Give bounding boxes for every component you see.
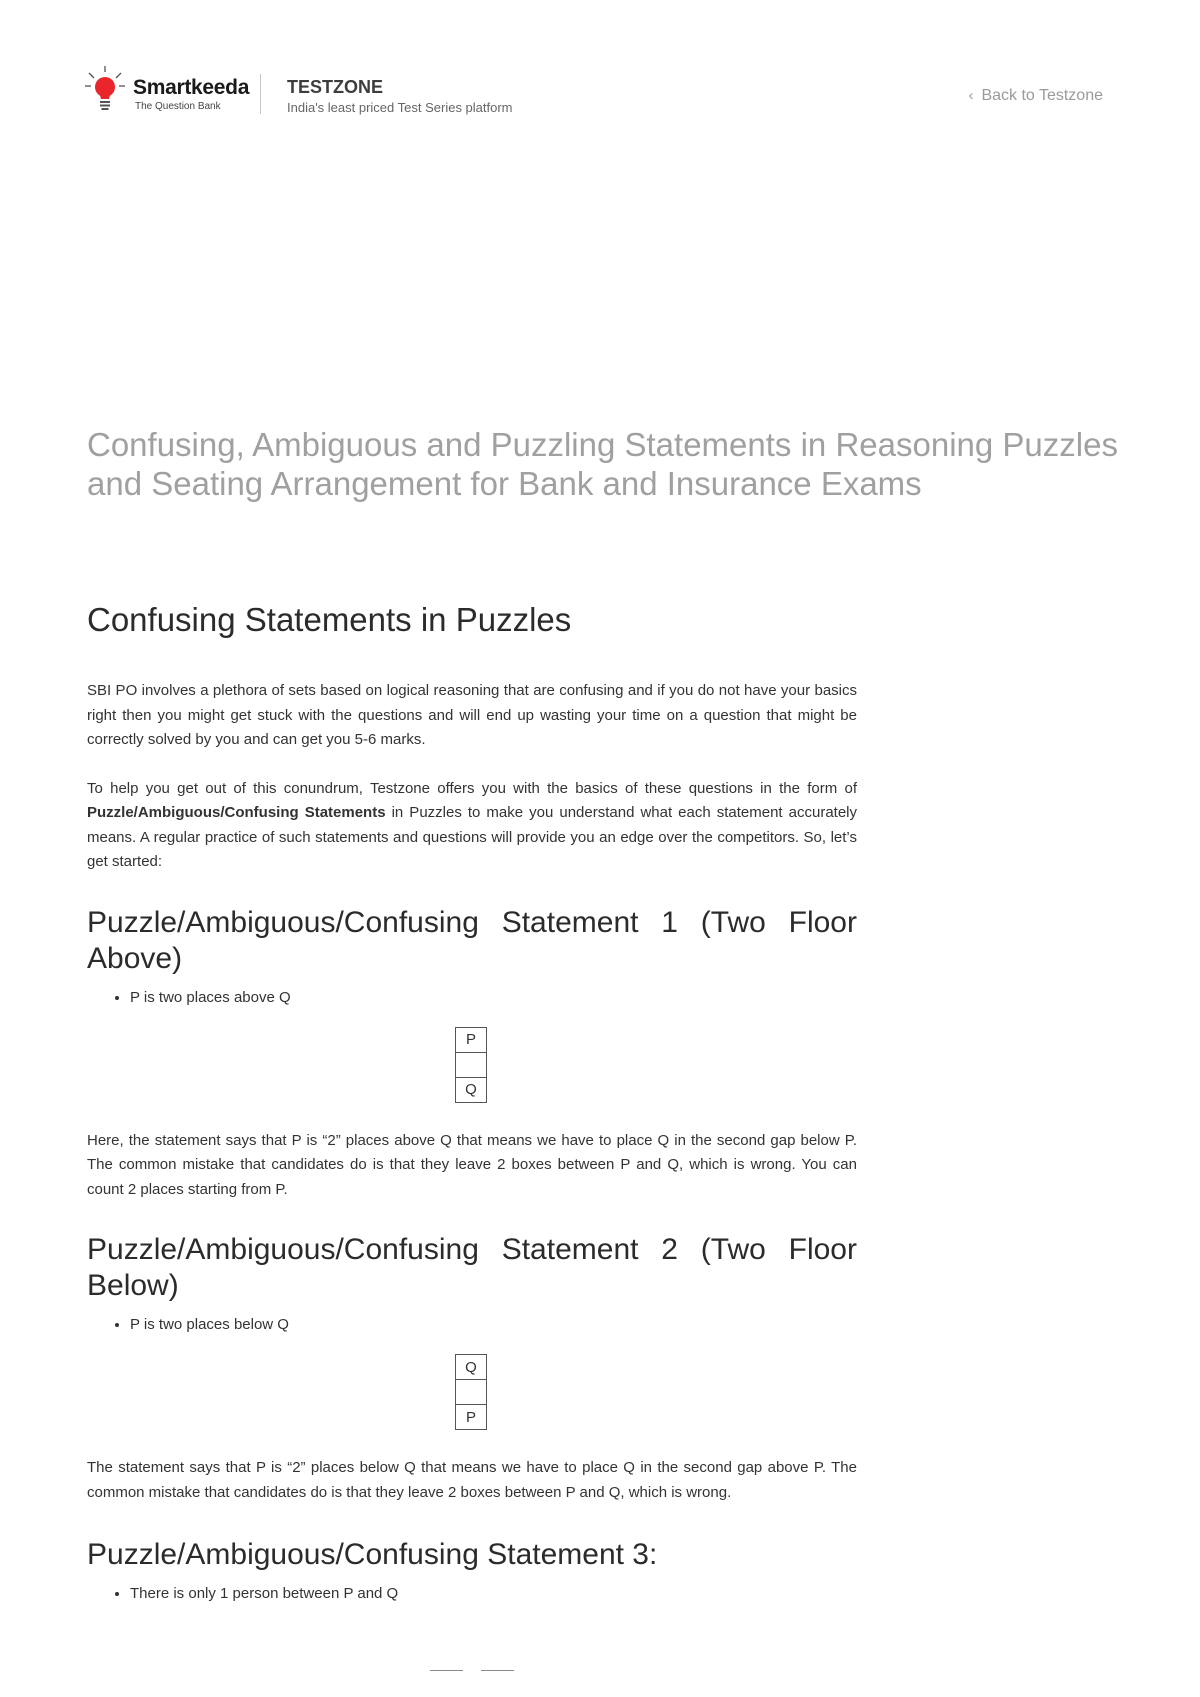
footer-dash-right: [481, 1670, 514, 1671]
statement-2-diagram: [455, 1354, 487, 1430]
article-content: [87, 600, 857, 1605]
statement-3-list: [87, 1583, 857, 1605]
header: [0, 0, 1200, 140]
back-link-label: Back to Testzone: [981, 87, 1103, 104]
statement-1-heading: Puzzle/Ambiguous/Confusing Statement 1 (Two Floor Above): [87, 905, 857, 975]
diagram-cell: Q: [456, 1355, 487, 1380]
diagram-cell: P: [456, 1027, 487, 1052]
intro-paragraph-1: SBI PO involves a plethora of sets based on logical reasoning that are confusing and if you do not have your basics right then you might get stuck with the questions and will end up wasting your time on a question that might be correctly solved by you and can get you 5-6 marks.: [87, 682, 857, 748]
intro-paragraph-2: [87, 777, 857, 875]
statement-2-heading: Puzzle/Ambiguous/Confusing Statement 2 (Two Floor Below): [87, 1233, 857, 1302]
statement-1-bullet: • P is two places above Q: [130, 987, 857, 1009]
intro-text-end: in Puzzles to make you understand what each statement accurately means. A regular practice of such statements and questions will provide you an edge over the competitors. So, let’s get started:: [87, 804, 858, 870]
diagram-cell: Q: [456, 1077, 487, 1102]
diagram-cell: [456, 1052, 487, 1077]
statement-1-list: [87, 987, 857, 1009]
statement-3-bullet: • There is only 1 person between P and Q: [130, 1583, 857, 1605]
testzone-subtitle: India's least priced Test Series platform: [287, 100, 513, 115]
intro-bold-term: Puzzle/Ambiguous/Confusing Statements: [87, 804, 386, 821]
brand-name: Smartkeeda: [133, 76, 250, 99]
page-title: Confusing, Ambiguous and Puzzling Statements in Reasoning Puzzles and Seating Arrangement for Bank and Insurance Exams: [87, 426, 1118, 502]
statement-1-explanation: Here, the statement says that P is “2” places above Q that means we have to place Q in the second gap below P. The common mistake that candidates do is that they leave 2 boxes between P and Q, which is wrong. You can count 2 places starting from P.: [87, 1131, 857, 1198]
footer-dash-left: [430, 1670, 463, 1671]
brand-tagline: The Question Bank: [135, 101, 221, 112]
smartkeeda-logo[interactable]: [85, 66, 255, 116]
lightbulb-icon: [85, 66, 125, 112]
back-to-testzone-link[interactable]: [968, 87, 1103, 105]
statement-3-heading: Puzzle/Ambiguous/Confusing Statement 3:: [87, 1538, 658, 1571]
diagram-cell: P: [456, 1405, 487, 1430]
diagram-cell: [456, 1380, 487, 1405]
intro-text-start: To help you get out of this conundrum, Testzone offers you with the basics of these questions in the form of: [87, 779, 857, 797]
statement-2-bullet: • P is two places below Q: [130, 1314, 857, 1336]
statement-1-diagram: [455, 1027, 487, 1103]
chevron-left-icon: ‹: [968, 87, 974, 104]
section-heading: Confusing Statements in Puzzles: [87, 601, 572, 638]
testzone-title: TESTZONE: [287, 77, 384, 97]
statement-2-explanation: The statement says that P is “2” places below Q that means we have to place Q in the second gap above P. The common mistake that candidates do is that they leave 2 boxes between P and Q, which is wrong.: [87, 1459, 857, 1501]
header-divider: [260, 74, 261, 114]
statement-2-list: [87, 1314, 857, 1336]
